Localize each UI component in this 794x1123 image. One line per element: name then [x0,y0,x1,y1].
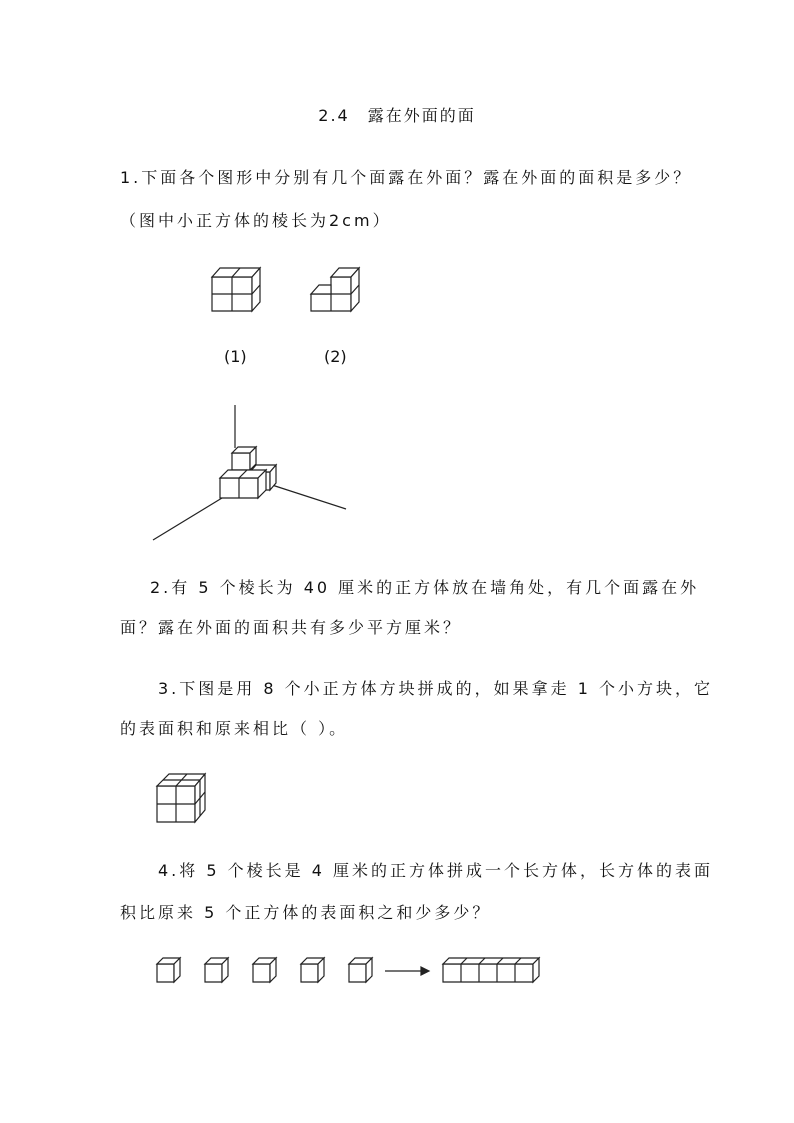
q2-line-1: 2.有 5 个棱长为 40 厘米的正方体放在墙角处，有几个面露在外 [150,578,700,597]
single-cube-5 [349,958,372,982]
q1-figure-1-cube-block [210,266,260,316]
arrow-right-icon [385,967,429,975]
q1-figure-2-label: (2) [324,347,347,366]
q3-line-2: 的表面积和原来相比（ ）。 [120,719,349,738]
q1-line-2: （图中小正方体的棱长为2cm） [120,211,392,230]
cuboid-row-of-five [443,958,539,982]
q1-figure-1-label: (1) [224,347,247,366]
q1-line-1: 1.下面各个图形中分别有几个面露在外面？露在外面的面积是多少？ [120,168,693,187]
single-cube-3 [253,958,276,982]
q4-line-1: 4.将 5 个棱长是 4 厘米的正方体拼成一个长方体，长方体的表面 [158,861,713,880]
q1-figure-2-step-block [309,266,359,316]
page-title: 2.4 露在外面的面 [318,106,476,125]
q3-eight-cube-figure [155,772,207,824]
q2-line-2: 面？露在外面的面积共有多少平方厘米？ [120,618,463,637]
single-cube-1 [157,958,180,982]
q4-line-2: 积比原来 5 个正方体的表面积之和少多少？ [120,903,492,922]
single-cube-2 [205,958,228,982]
single-cube-4 [301,958,324,982]
q3-line-1: 3.下图是用 8 个小正方体方块拼成的，如果拿走 1 个小方块，它 [158,679,713,698]
q4-cubes-to-cuboid-figure [155,956,545,986]
q2-wall-corner-figure [150,400,350,545]
